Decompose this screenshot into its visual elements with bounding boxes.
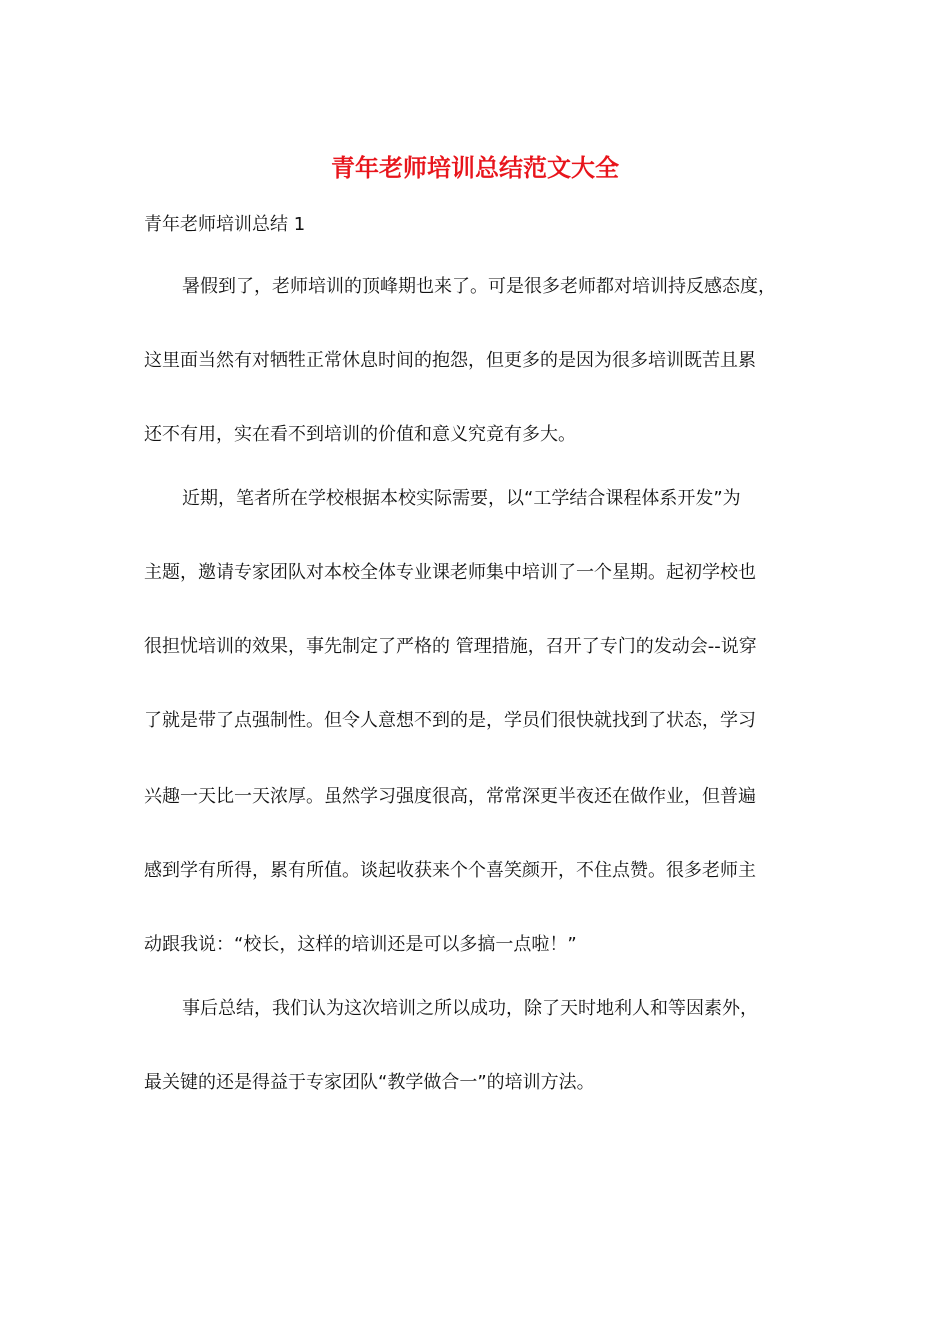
paragraph-1-line-2: 这里面当然有对牺牲正常休息时间的抱怨，但更多的是因为很多培训既苦且累 bbox=[144, 350, 756, 371]
section-heading: 青年老师培训总结 1 bbox=[144, 214, 306, 235]
paragraph-2-line-3: 很担忧培训的效果，事先制定了严格的 管理措施，召开了专门的发动会--说穿 bbox=[144, 636, 757, 657]
paragraph-3-line-1: 事后总结，我们认为这次培训之所以成功，除了天时地利人和等因素外， bbox=[182, 998, 758, 1019]
paragraph-2-line-4: 了就是带了点强制性。但令人意想不到的是，学员们很快就找到了状态，学习 bbox=[144, 710, 756, 731]
paragraph-2-line-5: 兴趣一天比一天浓厚。虽然学习强度很高，常常深更半夜还在做作业，但普遍 bbox=[144, 786, 756, 807]
paragraph-2-line-6: 感到学有所得，累有所值。谈起收获来个个喜笑颜开，不住点赞。很多老师主 bbox=[144, 860, 756, 881]
paragraph-3-line-2: 最关键的还是得益于专家团队“教学做合一”的培训方法。 bbox=[144, 1072, 595, 1093]
document-title: 青年老师培训总结范文大全 bbox=[331, 153, 619, 182]
paragraph-2-line-1: 近期，笔者所在学校根据本校实际需要，以“工学结合课程体系开发”为 bbox=[182, 488, 741, 509]
paragraph-1-line-3: 还不有用，实在看不到培训的价值和意义究竟有多大。 bbox=[144, 424, 576, 445]
paragraph-2-line-7: 动跟我说：“校长，这样的培训还是可以多搞一点啦！” bbox=[144, 934, 577, 955]
paragraph-2-line-2: 主题，邀请专家团队对本校全体专业课老师集中培训了一个星期。起初学校也 bbox=[144, 562, 756, 583]
paragraph-1-line-1: 暑假到了，老师培训的顶峰期也来了。可是很多老师都对培训持反感态度， bbox=[182, 276, 776, 297]
